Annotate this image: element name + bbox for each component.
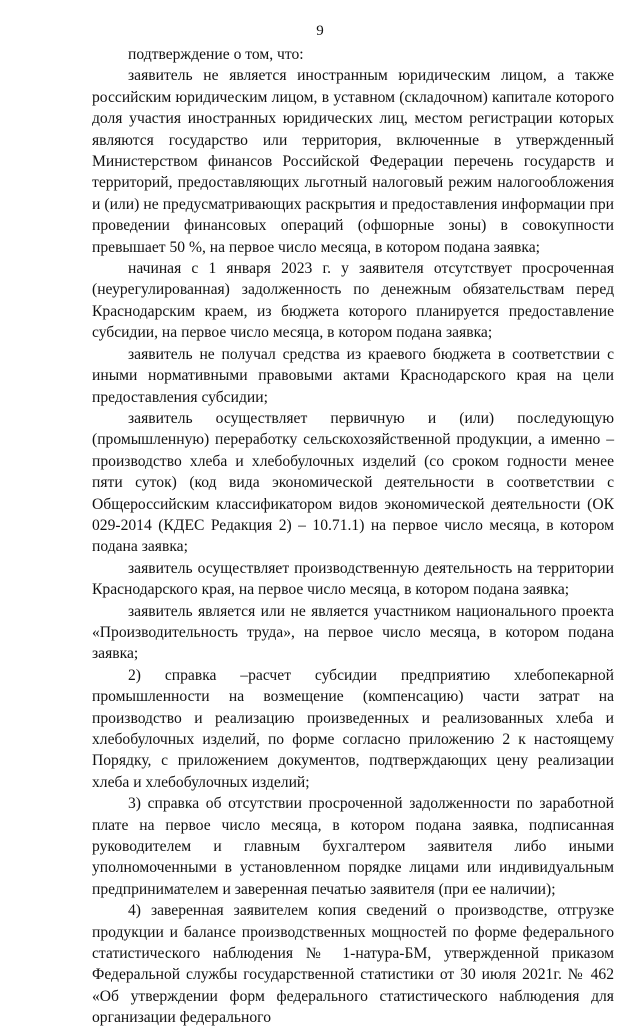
paragraph-no-funds: заявитель не получал средства из краевого бюджета в соответствии с иными нормативными правовыми актами Краснодарского края на цели предоставления субсидии; xyxy=(92,345,614,406)
paragraph-item-3: 3) справка об отсутствии просроченной задолженности по заработной плате на первое число месяца, в котором подана заявка, подписанная руководителем и главным бухгалтером заявителя либо иными уполномоченными в установленном порядке лицами или индивидуальным предпринимателем и заверенная печатью заявителя (при ее наличии); xyxy=(92,795,614,898)
document-body xyxy=(92,44,614,1029)
paragraph-intro: подтверждение о том, что: xyxy=(128,46,304,63)
paragraph-processing: заявитель осуществляет первичную и (или) последующую (промышленную) переработку сельскохозяйственной продукции, а именно – производство хлеба и хлебобулочных изделий (со сроком годности менее пяти суток) (код вида экономической деятельности в соответствии с Общероссийским классификатором видов экономической деятельности (ОК 029-2014 (КДЕС Редакция 2) – 10.71.1) на первое число месяца, в котором подана заявка; xyxy=(92,409,614,556)
paragraph-foreign-entity: заявитель не является иностранным юридическим лицом, а также российским юридическим лицом, в уставном (складочном) капитале которого доля участия иностранных юридических лиц, местом регистрации которых являются государство или территория, включенные в утвержденный Министерством финансов Российской Федерации перечень государств и территорий, предоставляющих льготный налоговый режим налогообложения и (или) не предусматривающих раскрытия и предоставления информации при проведении финансовых операций (офшорные зоны) в совокупности превышает 50 %, на первое число месяца, в котором подана заявка; xyxy=(92,67,614,256)
paragraph-item-4: 4) заверенная заявителем копия сведений о производстве, отгрузке продукции и балансе производственных мощностей по форме федерального статистического наблюдения № 1-натура-БМ, утвержденной приказом Федеральной службы государственной статистики от 30 июля 2021г. № 462 «Об утверждении форм федерального статистического наблюдения для организации федерального xyxy=(92,902,614,1027)
page-number: 9 xyxy=(316,23,324,39)
paragraph-national-project: заявитель является или не является участником национального проекта «Производительность труда», на первое число месяца, в котором подана заявка; xyxy=(92,602,614,663)
paragraph-item-2: 2) справка –расчет субсидии предприятию хлебопекарной промышленности на возмещение (компенсацию) части затрат на производство и реализацию произведенных и реализованных хлеба и хлебобулочных изделий, по форме согласно приложению 2 к настоящему Порядку, с приложением документов, подтверждающих цену реализации хлеба и хлебобулочных изделий; xyxy=(92,666,614,791)
paragraph-no-debt: начиная с 1 января 2023 г. у заявителя отсутствует просроченная (неурегулированная) задолженность по денежным обязательствам перед Краснодарским краем, из бюджета которого планируется предоставление субсидии, на первое число месяца, в котором подана заявка; xyxy=(92,260,614,342)
paragraph-territory: заявитель осуществляет производственную деятельность на территории Краснодарского края, на первое число месяца, в котором подана заявка; xyxy=(92,559,614,599)
